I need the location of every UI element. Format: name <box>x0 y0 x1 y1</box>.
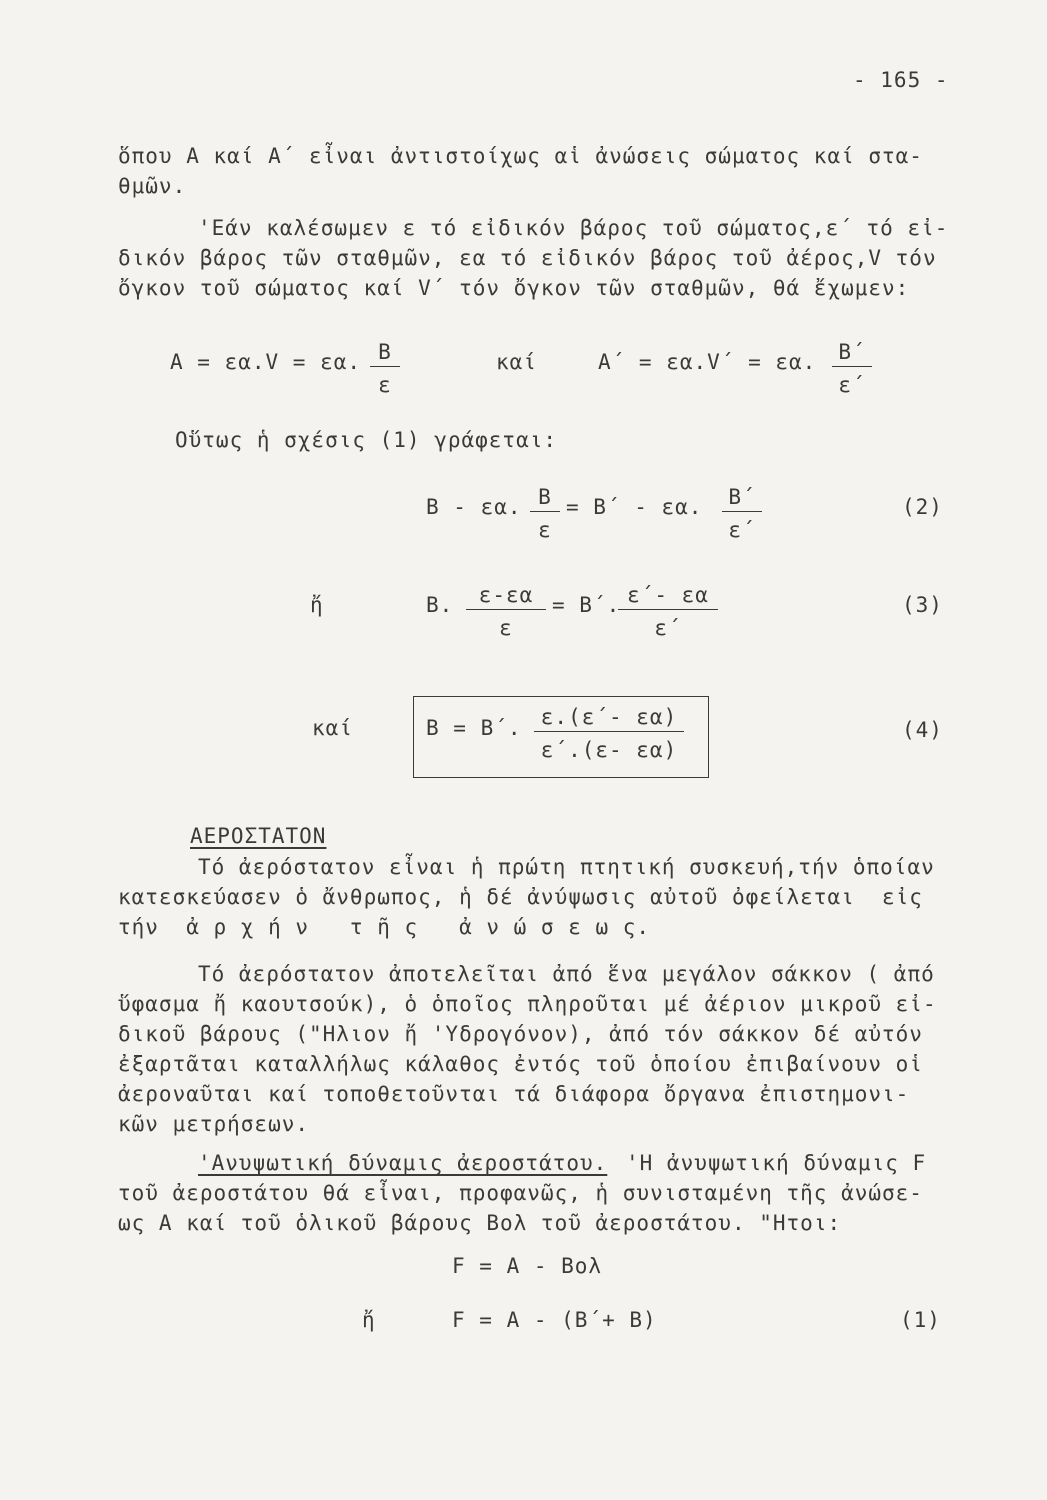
equation-2-part-a: B - εα. <box>426 495 522 519</box>
page-number: - 165 - <box>853 68 949 92</box>
fraction-denominator: ε <box>530 511 560 542</box>
equation-a-right: A΄ = εα.V΄ = εα. <box>598 350 817 374</box>
text-line: τοῦ ἀεροστάτου θά εἶναι, προφανῶς, ἡ συνισταμένη τῆς ἀνώσε- <box>118 1181 923 1205</box>
fraction-numerator: ε-εα <box>478 583 534 607</box>
text-line: κῶν μετρήσεων. <box>118 1112 310 1136</box>
fraction-numerator: B <box>538 485 552 509</box>
equation-2-label: (2) <box>902 495 943 519</box>
equation-4-fraction <box>534 705 684 762</box>
equation-3-fraction-2 <box>618 583 718 640</box>
equation-4-label: (4) <box>902 718 943 742</box>
text-line: Τό ἀερόστατον ἀποτελεῖται ἀπό ἕνα μεγάλον σάκκον ( ἀπό <box>198 962 935 986</box>
equation-6-conjunction: ἤ <box>362 1308 376 1332</box>
equation-5: F = A - Bολ <box>452 1254 603 1278</box>
section-title: ΑΕΡΟΣΤΑΤΟΝ <box>190 824 327 848</box>
text-line: θμῶν. <box>118 174 187 198</box>
text-line: ὅπου A καί A΄ εἶναι ἀντιστοίχως αἱ ἀνώσεις σώματος καί στα- <box>118 144 923 168</box>
text-line: 'Η ἀνυψωτική δύναμις F <box>626 1151 927 1175</box>
equation-3-label: (3) <box>902 593 943 617</box>
text-line: Τό ἀερόστατον εἶναι ἡ πρώτη πτητική συσκευή,τήν ὁποίαν <box>198 855 935 879</box>
equation-a-left-fraction <box>370 340 400 397</box>
equation-3-part-a: B. <box>426 593 454 617</box>
subsection-heading: 'Ανυψωτική δύναμις ἀεροστάτου. <box>198 1151 608 1175</box>
fraction-numerator: ε΄- εα <box>627 583 709 607</box>
text-line: ὄγκον τοῦ σώματος καί V΄ τόν ὄγκον τῶν σταθμῶν, θά ἔχωμεν: <box>118 276 910 300</box>
text-line: ἐξαρτᾶται καταλλήλως κάλαθος ἐντός τοῦ ὁποίου ἐπιβαίνουν οἱ <box>118 1052 923 1076</box>
text-line: τήν ἀ ρ χ ή ν τ ῆ ς ἀ ν ώ σ ε ω ς. <box>118 915 651 939</box>
equation-a-right-fraction <box>832 340 872 397</box>
fraction-denominator: ε <box>466 609 546 640</box>
text-line: δικόν βάρος τῶν σταθμῶν, εα τό εἰδικόν βάρος τοῦ ἀέρος,V τόν <box>118 246 937 270</box>
equation-a-conjunction: καί <box>496 350 537 374</box>
fraction-denominator: ε <box>370 366 400 397</box>
fraction-denominator: ε΄ <box>722 511 762 542</box>
text-line: ως A καί τοῦ ὁλικοῦ βάρους Bολ τοῦ ἀεροστάτου. "Ητοι: <box>118 1211 842 1235</box>
equation-3-conjunction: ἤ <box>310 593 324 617</box>
fraction-denominator: ε΄ <box>832 366 872 397</box>
equation-a-left: A = εα.V = εα. <box>170 350 362 374</box>
equation-6: F = A - (B΄+ B) <box>452 1308 657 1332</box>
equation-3-part-b: = B΄. <box>552 593 621 617</box>
text-line: κατεσκεύασεν ὁ ἄνθρωπος, ἡ δέ ἀνύψωσις αὐτοῦ ὀφείλεται εἰς <box>118 885 923 909</box>
text-line: ἀεροναῦται καί τοποθετοῦνται τά διάφορα ὄργανα ἐπιστημονι- <box>118 1082 910 1106</box>
equation-4-part-a: B = B΄. <box>426 716 522 740</box>
equation-3-fraction-1 <box>466 583 546 640</box>
fraction-numerator: B <box>378 340 392 364</box>
equation-4-conjunction: καί <box>312 716 353 740</box>
fraction-numerator: B΄ <box>838 340 866 364</box>
equation-6-label: (1) <box>900 1308 941 1332</box>
fraction-numerator: ε.(ε΄- εα) <box>540 705 678 729</box>
text-line: δικοῦ βάρους ("Ηλιον ἤ 'Υδρογόνον), ἀπό τόν σάκκον δέ αὐτόν <box>118 1022 923 1046</box>
equation-2-fraction-2 <box>722 485 762 542</box>
fraction-denominator: ε΄ <box>618 609 718 640</box>
fraction-denominator: ε΄.(ε- εα) <box>534 731 684 762</box>
fraction-numerator: B΄ <box>728 485 756 509</box>
equation-intro: Οὕτως ἡ σχέσις (1) γράφεται: <box>175 428 558 452</box>
text-line: ὕφασμα ἤ καουτσούκ), ὁ ὁποῖος πληροῦται μέ ἀέριον μικροῦ εἰ- <box>118 992 937 1016</box>
text-line: 'Εάν καλέσωμεν ε τό εἰδικόν βάρος τοῦ σώματος,ε΄ τό εἰ- <box>198 216 949 240</box>
equation-2-fraction-1 <box>530 485 560 542</box>
equation-2-part-b: = B΄ - εα. <box>566 495 703 519</box>
